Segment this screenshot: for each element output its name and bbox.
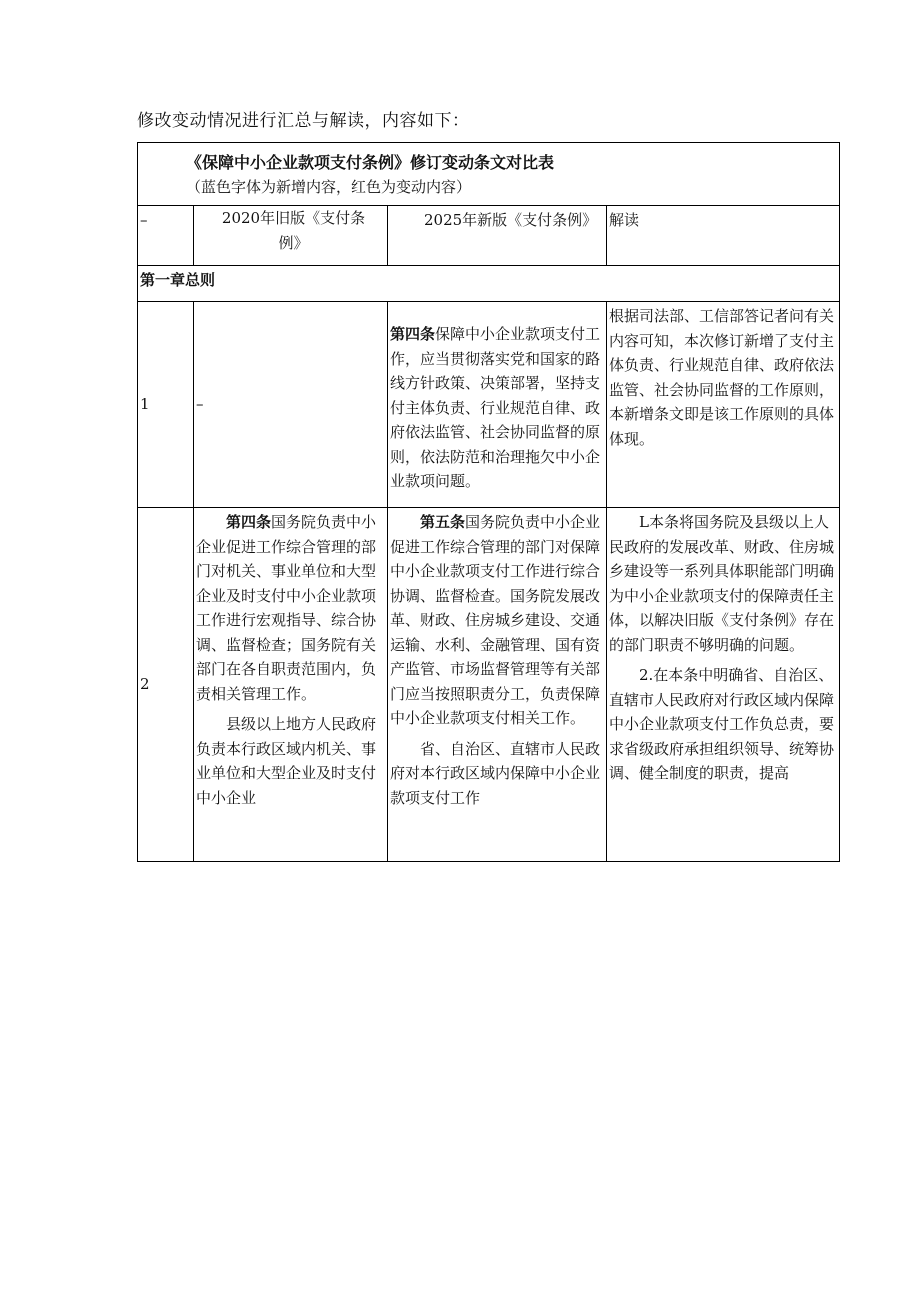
row-new-text bbox=[388, 302, 607, 508]
row-old-text bbox=[194, 508, 388, 862]
row-interp bbox=[607, 508, 840, 862]
comparison-table bbox=[137, 142, 840, 862]
table-row bbox=[138, 302, 840, 508]
old-para-1 bbox=[196, 510, 385, 706]
interp-para-1: L本条将国务院及县级以上人民政府的发展改革、财政、住房城乡建设等一系列具体职能部门明确为中小企业款项支付的保障责任主体，以解决旧版《支付条例》存在的部门职责不够明确的问题。 bbox=[609, 513, 835, 654]
chapter-title: 第一章总则 bbox=[138, 266, 840, 302]
chapter-row bbox=[138, 266, 840, 302]
new-article-label: 第四条 bbox=[390, 325, 436, 343]
table-note: （蓝色字体为新增内容，红色为变动内容） bbox=[186, 178, 472, 196]
row-index: 1 bbox=[138, 302, 194, 508]
old-para-2: 县级以上地方人民政府负责本行政区域内机关、事业单位和大型企业及时支付中小企业 bbox=[196, 715, 377, 807]
header-interp: 解读 bbox=[607, 206, 840, 266]
new-para-1 bbox=[390, 510, 604, 731]
new-article-body: 保障中小企业款项支付工作，应当贯彻落实党和国家的路线方针政策、决策部署，坚持支付主体负责、行业规范自律、政府依法监管、社会协同监督的原则，依法防范和治理拖欠中小企业款项问题。 bbox=[390, 325, 601, 490]
new-para-2: 省、自治区、直辖市人民政府对本行政区域内保障中小企业款项支付工作 bbox=[390, 739, 601, 807]
new-article-body: 国务院负责中小企业促进工作综合管理的部门对保障中小企业款项支付工作进行综合协调、监督检查。国务院发展改革、财政、住房城乡建设、交通运输、水利、金融管理、国有资产监管、市场监督管理等有关部门应当按照职责分工，负责保障中小企业款项支付相关工作。 bbox=[390, 513, 601, 727]
row-index: 2 bbox=[138, 508, 194, 862]
interp-para-2: 2.在本条中明确省、自治区、直辖市人民政府对行政区域内保障中小企业款项支付工作负总责，要求省级政府承担组织领导、统筹协调、健全制度的职责，提高 bbox=[609, 666, 835, 782]
intro-text: 修改变动情况进行汇总与解读，内容如下： bbox=[137, 111, 470, 131]
row-new-text bbox=[388, 508, 607, 862]
table-title: 《保障中小企业款项支付条例》修订变动条文对比表 bbox=[186, 153, 555, 172]
old-article-label: 第四条 bbox=[226, 513, 272, 531]
header-new: 2025年新版《支付条例》 bbox=[388, 206, 607, 266]
header-old: 2020年旧版《支付条例》 bbox=[194, 206, 388, 266]
table-header-row bbox=[138, 206, 840, 266]
old-article-body: 国务院负责中小企业促进工作综合管理的部门对机关、事业单位和大型企业及时支付中小企业款项工作进行宏观指导、综合协调、监督检查；国务院有关部门在各自职责范围内，负责相关管理工作。 bbox=[196, 513, 377, 703]
row-old-text: – bbox=[194, 302, 388, 508]
header-index: – bbox=[138, 206, 194, 266]
table-title-row bbox=[138, 143, 840, 206]
new-article-label: 第五条 bbox=[420, 513, 466, 531]
table-title-cell bbox=[138, 143, 840, 206]
table-row bbox=[138, 508, 840, 862]
row-interp: 根据司法部、工信部答记者问有关内容可知，本次修订新增了支付主体负责、行业规范自律、政府依法监管、社会协同监督的工作原则，本新增条文即是该工作原则的具体体现。 bbox=[607, 302, 840, 508]
